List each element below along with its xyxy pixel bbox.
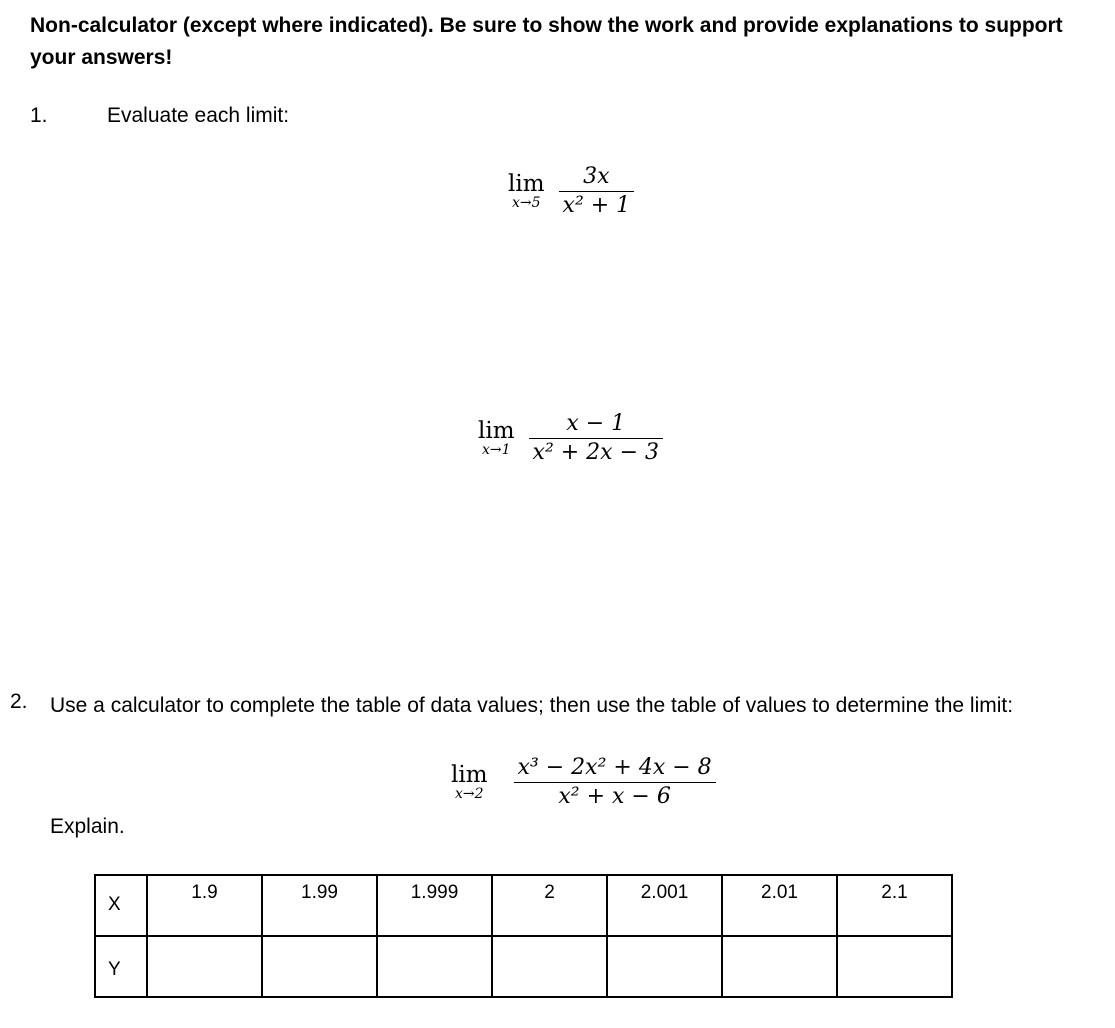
denominator: x² + x − 6 — [558, 784, 671, 809]
table-cell-y[interactable] — [377, 936, 492, 997]
table-cell-y[interactable] — [722, 936, 837, 997]
fraction — [514, 754, 716, 811]
question-1-number: 1. — [30, 104, 48, 127]
fraction — [529, 410, 663, 467]
lim-approach: x→1 — [481, 441, 511, 458]
lim-approach: x→5 — [511, 194, 541, 211]
table-cell-x: 2.01 — [722, 875, 837, 936]
value-table — [94, 874, 953, 998]
denominator: x² + 2x − 3 — [532, 440, 659, 465]
table-cell-x: 1.99 — [262, 875, 377, 936]
lim-word: lim — [478, 417, 515, 444]
table-cell-y[interactable] — [262, 936, 377, 997]
lim-approach: x→2 — [454, 785, 484, 802]
lim-word: lim — [508, 170, 545, 197]
table-cell-y[interactable] — [607, 936, 722, 997]
row-header-y: Y — [95, 936, 147, 997]
limit-expression-a — [508, 163, 634, 220]
question-2-prompt: Use a calculator to complete the table of data values; then use the table of values to determine the limit: — [50, 694, 1014, 717]
table-row-y — [95, 936, 952, 997]
limit-operator — [508, 170, 545, 211]
table-row-x — [95, 875, 952, 936]
numerator: x − 1 — [566, 411, 626, 436]
numerator: x³ − 2x² + 4x − 8 — [517, 755, 712, 780]
instructions-heading: Non-calculator (except where indicated). Be sure to show the work and provide explanations to support your answers! — [30, 14, 1063, 69]
fraction — [559, 163, 635, 220]
numerator: 3x — [583, 164, 610, 189]
table-cell-y[interactable] — [492, 936, 607, 997]
table-cell-x: 2.1 — [837, 875, 952, 936]
limit-expression-c — [451, 754, 716, 811]
table-cell-x: 1.9 — [147, 875, 262, 936]
row-header-x: X — [95, 875, 147, 936]
limit-operator — [451, 761, 488, 802]
limit-expression-b — [478, 410, 663, 467]
table-cell-x: 1.999 — [377, 875, 492, 936]
table-cell-y[interactable] — [837, 936, 952, 997]
limit-operator — [478, 417, 515, 458]
table-cell-y[interactable] — [147, 936, 262, 997]
question-1-prompt: Evaluate each limit: — [107, 104, 290, 127]
table-cell-x: 2 — [492, 875, 607, 936]
denominator: x² + 1 — [562, 193, 631, 218]
question-2-number: 2. — [10, 690, 28, 713]
lim-word: lim — [451, 761, 488, 788]
explain-label: Explain. — [50, 815, 125, 838]
table-cell-x: 2.001 — [607, 875, 722, 936]
